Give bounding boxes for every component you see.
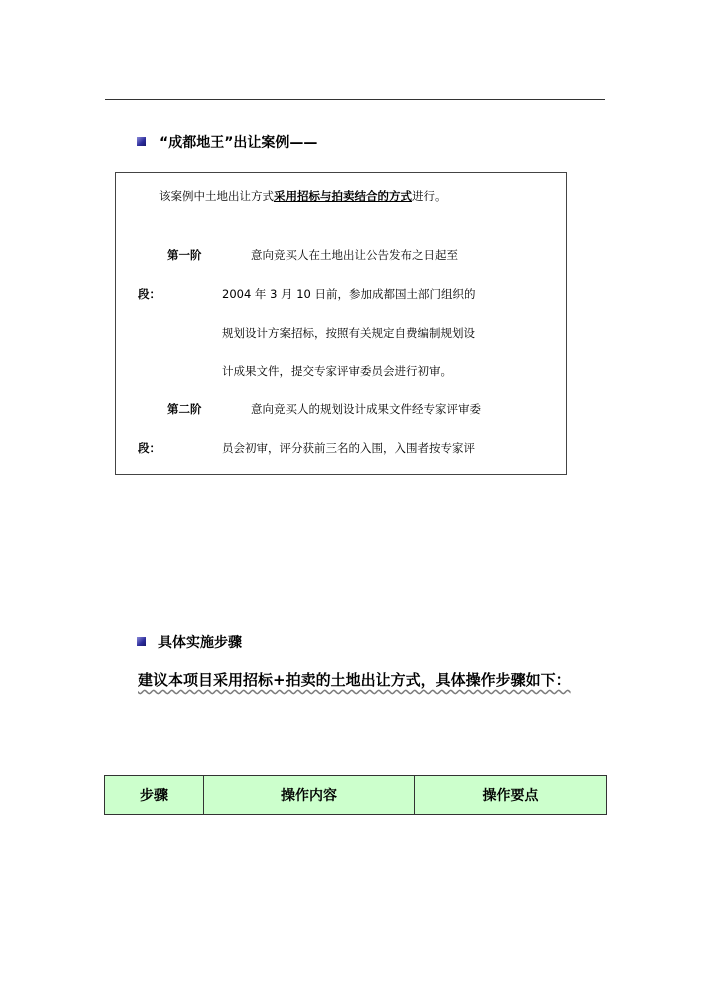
case-box [115,172,567,475]
stage2-label-line1: 第二阶 [167,402,202,416]
steps-table [104,775,607,815]
table-header-row [105,776,607,815]
square-bullet-icon [137,637,146,646]
stage2-label-line2: 段： [138,441,161,455]
table-header-step: 步骤 [105,776,204,815]
stage1-line: 规划设计方案招标，按照有关规定自费编制规划设 [222,326,475,340]
stage1-label-line2: 段： [138,287,161,301]
stage1-line: 意向竞买人在土地出让公告发布之日起至 [251,248,458,262]
case-intro-suffix: 进行。 [412,189,447,203]
table-header-content: 操作内容 [204,776,415,815]
case-intro [159,188,447,204]
stage1-line: 计成果文件，提交专家评审委员会进行初审。 [222,364,452,378]
stage2-line: 员会初审，评分获前三名的入围，入围者按专家评 [222,441,475,455]
header-rule [105,99,605,100]
steps-intro: 建议本项目采用招标+拍卖的土地出让方式，具体操作步骤如下： [138,671,571,689]
steps-heading: 具体实施步骤 [158,635,242,651]
stage1-label-line1: 第一阶 [167,248,202,262]
stage2-line: 意向竞买人的规划设计成果文件经专家评审委 [251,402,481,416]
square-bullet-icon [137,137,146,146]
stage1-line: 2004 年 3 月 10 日前，参加成都国土部门组织的 [222,287,476,301]
case-intro-emphasis: 采用招标与拍卖结合的方式 [274,189,412,203]
case-heading: “成都地王”出让案例—— [159,135,318,151]
case-intro-prefix: 该案例中土地出让方式 [159,189,274,203]
table-header-keypoints: 操作要点 [415,776,607,815]
